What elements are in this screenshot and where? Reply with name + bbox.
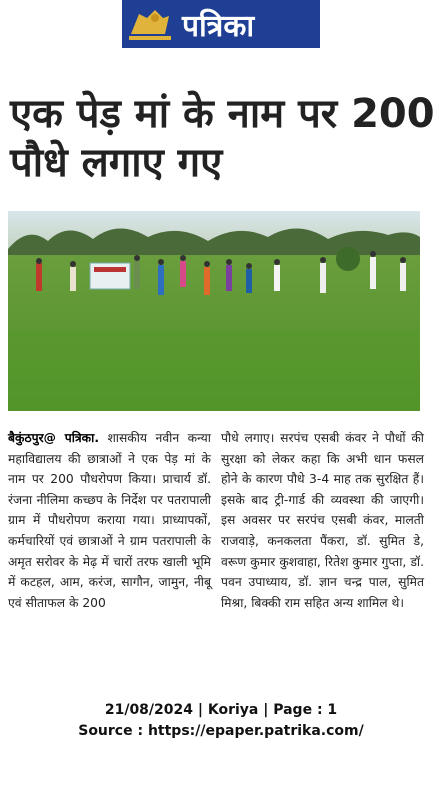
masthead <box>122 0 320 48</box>
article-headline: एक पेड़ मां के नाम पर 200 पौधे लगाए गए <box>10 91 435 186</box>
column-2-text: पौधे लगाए। सरपंच एसबी कंवर ने पौधों की सुरक्षा को लेकर कहा कि अभी धान फसल होने के कारण पौधे 3-4 माह तक सुरक्षित हैं। इसके बाद ट्री-गार्ड की व्यवस्था की जाएगी। इस अवसर पर सरपंच एसबी कंवर, मालती राजवाड़े, कनकलता पैंकरा, डॉ. सुमित डे, वरूण कुमार कुशवाहा, रितेश कुमार गुप्ता, डॉ. पवन उपाध्याय, डॉ. ज्ञान चन्द्र पाल, सुमित मिश्रा, बिक्की राम सहित अन्य शामिल थे। <box>221 431 424 610</box>
lion-emblem-icon <box>122 0 178 48</box>
edition-info: 21/08/2024 | Koriya | Page : 1 <box>104 702 338 718</box>
article-body <box>8 428 424 613</box>
footer <box>0 700 442 742</box>
dateline: बैकुंठपुर@ पत्रिका. <box>8 431 99 445</box>
article-column-1 <box>8 428 211 613</box>
article-photo <box>8 211 420 411</box>
masthead-title: पत्रिका <box>182 8 255 44</box>
source-link[interactable]: Source : https://epaper.patrika.com/ <box>78 723 364 739</box>
column-1-text: शासकीय नवीन कन्या महाविद्यालय की छात्राओं ने एक पेड़ मां के नाम पर 200 पौधरोपण किया। प्राचार्य डॉ. रंजना नीलिमा कच्छप के निर्देश पर पतरापाली ग्राम में पौधरोपण कराया गया। प्राध्यापकों, कर्मचारियों एवं छात्राओं ने ग्राम पतरापाली के अमृत सरोवर के मेढ़ में चारों तरफ खाली भूमि में कटहल, आम, करंज, सागौन, जामुन, नीबू एवं सीताफल के 200 <box>8 431 211 610</box>
article-column-2 <box>221 428 424 613</box>
